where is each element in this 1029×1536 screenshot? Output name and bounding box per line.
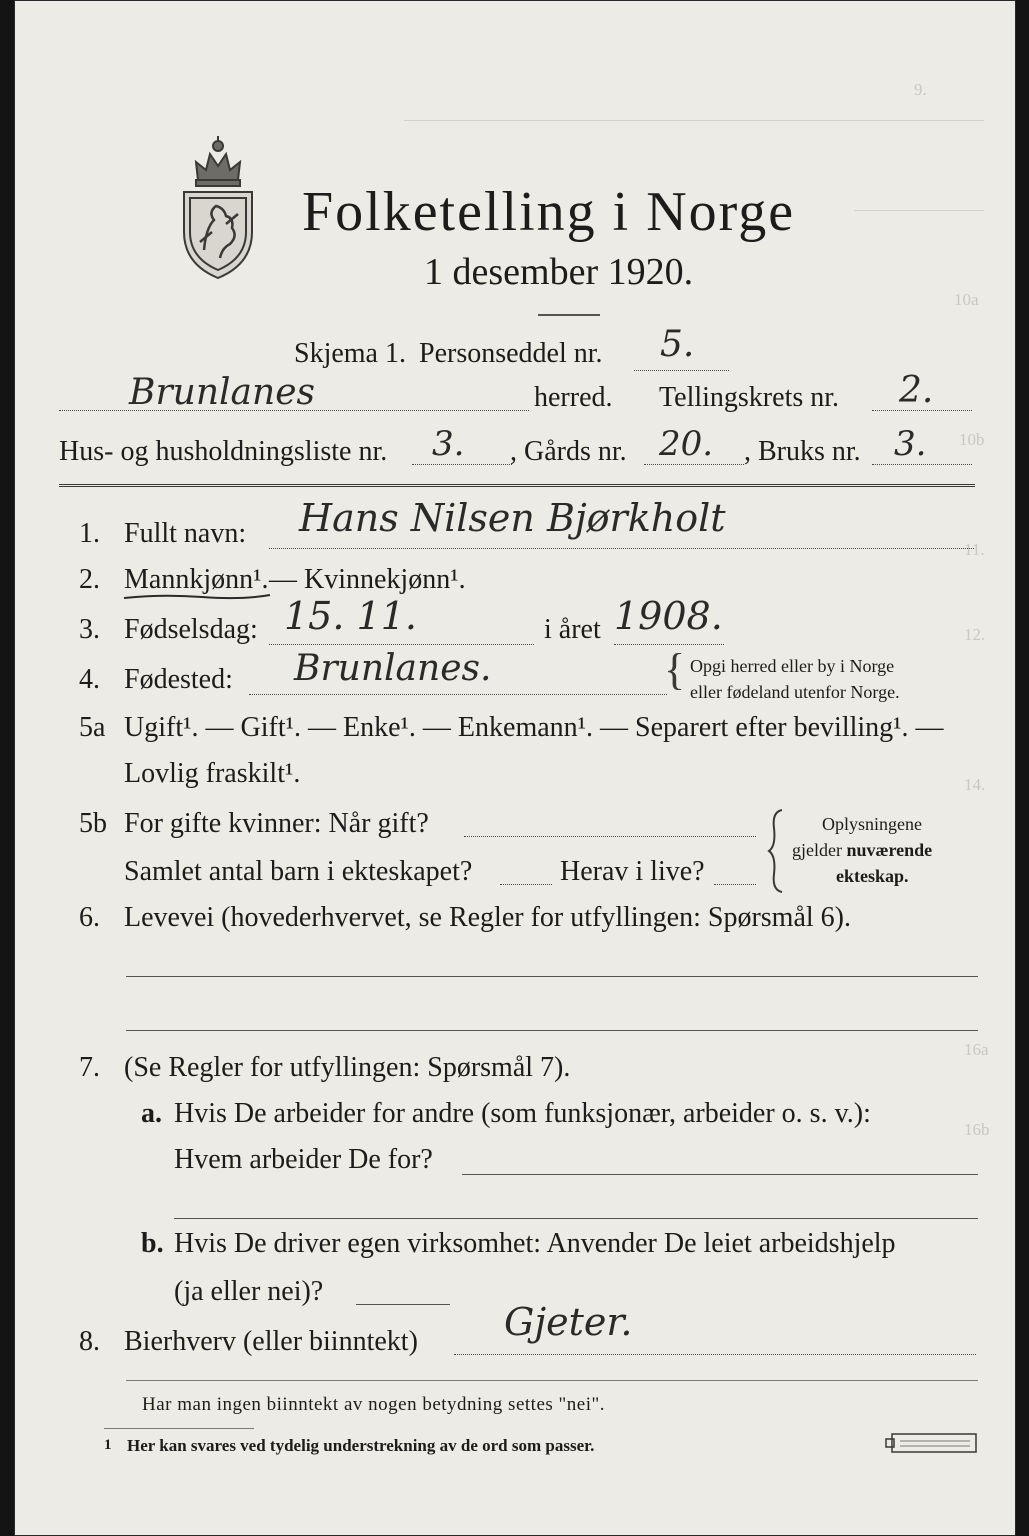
q3-label: Fødselsdag: [124, 614, 258, 645]
when-married-label: For gifte kvinner: Når gift? [124, 808, 429, 839]
herred-value[interactable]: Brunlanes [129, 372, 315, 413]
bleed-through-text: 14. [964, 775, 986, 794]
full-name-value[interactable]: Hans Nilsen Bjørkholt [299, 496, 726, 540]
norway-coat-of-arms-icon [176, 132, 260, 282]
bleed-through-text: 12. [964, 625, 986, 644]
bleed-through-text: 10a [954, 290, 979, 309]
footer-note: Har man ingen biinntekt av nogen betydning settes "nei". [142, 1394, 605, 1415]
marital-status-options[interactable]: Ugift¹. — Gift¹. — Enke¹. — Enkemann¹. — Separert efter bevilling¹. — [124, 712, 944, 743]
q4-brace: { [664, 645, 686, 694]
children-count-field-line [500, 884, 552, 885]
occupation-field-line-1[interactable] [126, 976, 978, 977]
q2-number: 2. [79, 564, 100, 595]
birth-year-value[interactable]: 1908. [614, 594, 723, 638]
bleed-through-text: 16a [964, 1040, 989, 1059]
bleed-through-text: 9. [914, 80, 927, 99]
personseddel-value[interactable]: 5. [660, 324, 695, 365]
header-separator [59, 484, 975, 487]
q5b-note-line3: ekteskap. [836, 866, 909, 886]
bruks-value[interactable]: 3. [894, 424, 927, 464]
footnote-rule [104, 1428, 254, 1429]
gards-field-line [644, 464, 744, 465]
gards-label: , Gårds nr. [510, 436, 627, 467]
male-option[interactable]: Mannkjønn¹. [124, 564, 269, 595]
q6-number: 6. [79, 902, 100, 933]
q4-label: Fødested: [124, 664, 233, 695]
children-alive-label: Herav i live? [560, 856, 705, 887]
full-name-field-line [269, 548, 974, 549]
children-alive-field-line [714, 884, 756, 885]
q5b-note-line1: Oplysningene [822, 814, 922, 834]
printer-stamp-icon [884, 1430, 979, 1456]
year-label: i året [544, 614, 601, 645]
q5b-note-current: nuværende [846, 840, 933, 860]
q7-number: 7. [79, 1052, 100, 1083]
q7b-letter: b. [141, 1228, 164, 1259]
bleed-through-line [404, 120, 984, 121]
q5b-note-line2 [792, 840, 932, 861]
employer-field-line-2[interactable] [174, 1218, 978, 1219]
children-count-label: Samlet antal barn i ekteskapet? [124, 856, 473, 887]
bruks-field-line [872, 464, 972, 465]
q7a-letter: a. [141, 1098, 162, 1129]
birthdate-field-line [269, 644, 534, 645]
schema-label: Skjema 1. [294, 338, 406, 369]
q4-number: 4. [79, 664, 100, 695]
bruks-label: , Bruks nr. [744, 436, 861, 467]
footnote-text: Her kan svares ved tydelig understrekning av de ord som passer. [127, 1436, 595, 1455]
side-income-field-line [454, 1354, 976, 1355]
q8-label: Bierhverv (eller biinntekt) [124, 1326, 418, 1357]
gards-value[interactable]: 20. [659, 424, 714, 464]
hus-field-line [412, 464, 512, 465]
q6-label: Levevei (hovederhvervet, se Regler for utfyllingen: Spørsmål 6). [124, 902, 851, 933]
q7a-employer-label: Hvem arbeider De for? [174, 1144, 433, 1175]
hired-help-field-line[interactable] [356, 1304, 450, 1305]
personseddel-field-line [634, 370, 729, 371]
occupation-field-line-2[interactable] [126, 1030, 978, 1031]
birthplace-value[interactable]: Brunlanes. [294, 648, 492, 689]
side-income-value[interactable]: Gjeter. [504, 1300, 633, 1344]
marital-status-divorced[interactable]: Lovlig fraskilt¹. [124, 758, 301, 789]
footer-separator [126, 1380, 978, 1381]
q1-number: 1. [79, 518, 100, 549]
q7-label: (Se Regler for utfyllingen: Spørsmål 7). [124, 1052, 571, 1083]
hus-label: Hus- og husholdningsliste nr. [59, 436, 388, 467]
bleed-through-text: 16b [964, 1120, 990, 1139]
page-title: Folketelling i Norge [302, 181, 796, 243]
q7a-line1: Hvis De arbeider for andre (som funksjonær, arbeider o. s. v.): [174, 1098, 871, 1129]
herred-label: herred. [534, 382, 613, 413]
when-married-field-line [464, 836, 756, 837]
census-date: 1 desember 1920. [424, 251, 694, 293]
census-form-page [14, 0, 1016, 1536]
q4-note-line2: eller fødeland utenfor Norge. [690, 682, 900, 702]
personseddel-label: Personseddel nr. [419, 338, 603, 369]
q1-label: Fullt navn: [124, 518, 247, 549]
q8-number: 8. [79, 1326, 100, 1357]
bleed-through-line [854, 210, 984, 211]
q5a-number: 5a [79, 712, 106, 743]
birthdate-value[interactable]: 15. 11. [284, 594, 417, 638]
bleed-through-text: 11. [964, 540, 985, 559]
footnote-number: 1 [104, 1437, 112, 1453]
q4-note-line1: Opgi herred eller by i Norge [690, 656, 895, 676]
tellingskrets-value[interactable]: 2. [899, 370, 934, 411]
q5b-note-applies: gjelder [792, 840, 847, 860]
employer-field-line[interactable] [462, 1174, 978, 1175]
q7b-line1: Hvis De driver egen virksomhet: Anvender De leiet arbeidshjelp [174, 1228, 896, 1259]
bleed-through-text: 10b [959, 430, 985, 449]
title-divider [538, 314, 600, 316]
hus-value[interactable]: 3. [432, 424, 465, 464]
q5b-brace [766, 808, 786, 894]
q3-number: 3. [79, 614, 100, 645]
tellingskrets-label: Tellingskrets nr. [659, 382, 840, 413]
male-underline-mark [122, 592, 272, 602]
q5b-number: 5b [79, 808, 107, 839]
birthplace-field-line [249, 694, 667, 695]
female-option[interactable]: — Kvinnekjønn¹. [269, 564, 466, 595]
q7b-hired-help-label: (ja eller nei)? [174, 1276, 324, 1307]
